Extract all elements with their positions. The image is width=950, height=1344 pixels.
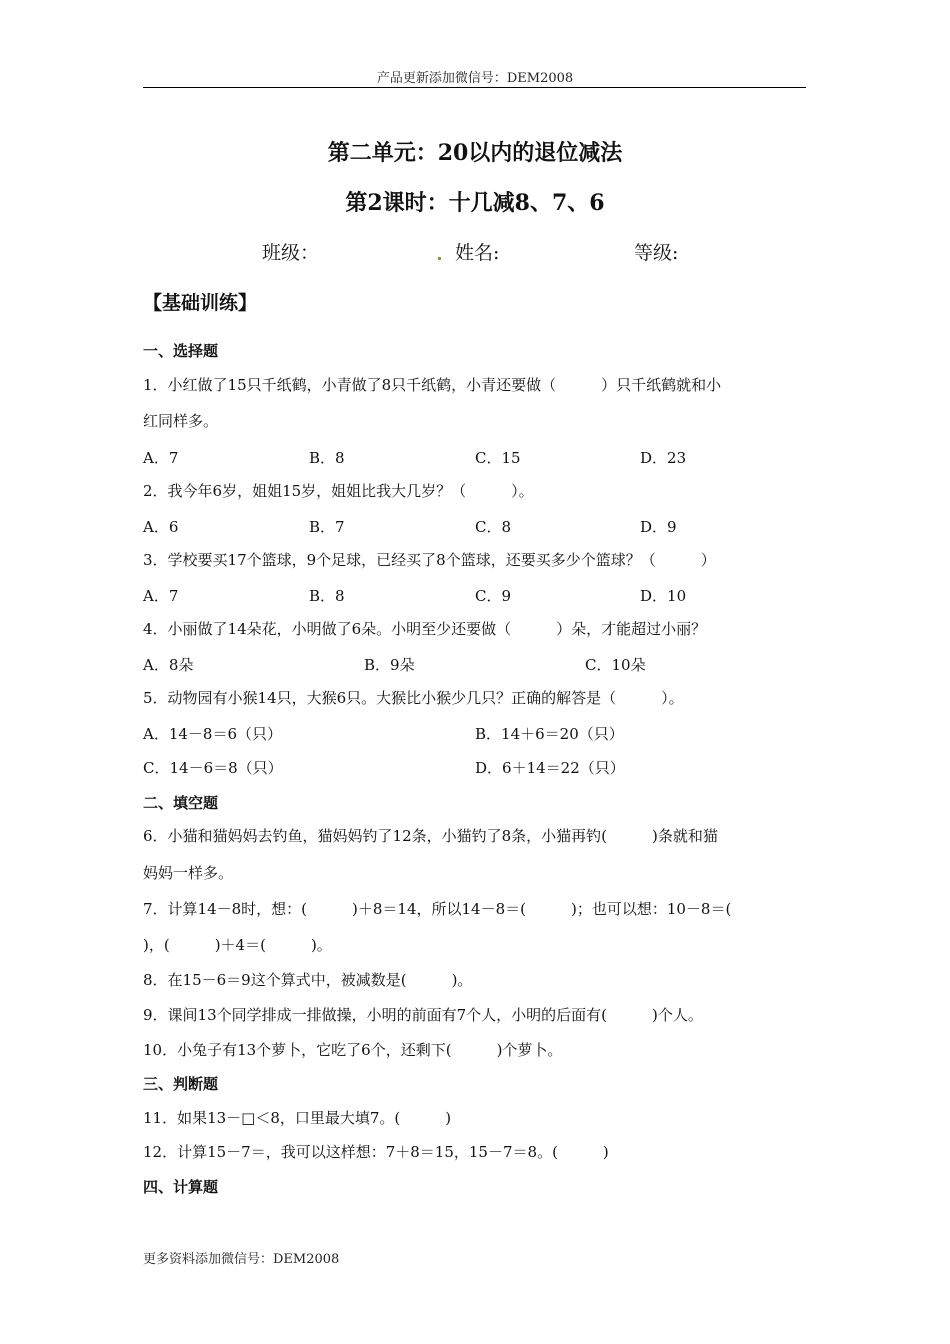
question-7-line-2: )，( )＋4＝( )。 <box>143 936 332 954</box>
q3-option-c: C．9 <box>475 587 512 605</box>
q5-option-c: C．14－6＝8（只） <box>143 759 283 777</box>
question-3: 3．学校要买17个篮球，9个足球，已经买了8个篮球，还要买多少个篮球？（ ） <box>143 551 716 569</box>
question-4: 4．小丽做了14朵花，小明做了6朵。小明至少还要做（ ）朵，才能超过小丽？ <box>143 620 707 638</box>
question-10: 10．小兔子有13个萝卜，它吃了6个，还剩下( )个萝卜。 <box>143 1041 563 1059</box>
section-calculation: 四、计算题 <box>143 1178 219 1196</box>
unit-title: 第二单元：20以内的退位减法 <box>327 140 623 166</box>
question-1-line-1: 1．小红做了15只千纸鹤，小青做了8只千纸鹤，小青还要做（ ）只千纸鹤就和小 <box>143 376 722 394</box>
q2-option-c: C．8 <box>475 518 512 536</box>
question-9: 9．课间13个同学排成一排做操，小明的前面有7个人，小明的后面有( )个人。 <box>143 1006 703 1024</box>
q2-option-a: A．6 <box>143 518 179 536</box>
q1-option-c: C．15 <box>475 449 521 467</box>
q4-option-b: B．9朵 <box>364 656 415 674</box>
decorative-dot <box>438 257 441 260</box>
page-footer: 更多资料添加微信号：DEM2008 <box>143 1252 340 1267</box>
section-judge: 三、判断题 <box>143 1075 219 1093</box>
question-6-line-2: 妈妈一样多。 <box>143 864 234 882</box>
q3-option-a: A．7 <box>143 587 179 605</box>
q1-option-a: A．7 <box>143 449 179 467</box>
class-label: 班级： <box>262 242 320 264</box>
section-choice: 一、选择题 <box>143 342 219 360</box>
q1-option-b: B．8 <box>309 449 345 467</box>
grade-label: 等级: <box>634 242 679 264</box>
header-divider <box>143 87 806 88</box>
question-7-line-1: 7．计算14－8时，想：( )＋8＝14，所以14－8＝( )；也可以想：10－8＝( <box>143 900 732 918</box>
question-8: 8．在15－6＝9这个算式中，被减数是( )。 <box>143 971 473 989</box>
q3-option-d: D．10 <box>640 587 687 605</box>
q4-option-a: A．8朵 <box>143 656 194 674</box>
question-2: 2．我今年6岁，姐姐15岁，姐姐比我大几岁？（ ）。 <box>143 482 534 500</box>
q5-option-d: D．6＋14＝22（只） <box>475 759 625 777</box>
q5-option-a: A．14－8＝6（只） <box>143 725 283 743</box>
q3-option-b: B．8 <box>309 587 345 605</box>
name-label: 姓名: <box>455 242 500 264</box>
section-fill-blank: 二、填空题 <box>143 794 219 812</box>
page-header: 产品更新添加微信号：DEM2008 <box>376 71 574 86</box>
q5-option-b: B．14＋6＝20（只） <box>475 725 624 743</box>
q4-option-c: C．10朵 <box>585 656 646 674</box>
lesson-title: 第2课时：十几减8、7、6 <box>345 190 605 216</box>
q2-option-b: B．7 <box>309 518 345 536</box>
q2-option-d: D．9 <box>640 518 677 536</box>
question-1-line-2: 红同样多。 <box>143 412 219 430</box>
section-basic-training: 【基础训练】 <box>143 292 258 314</box>
question-5: 5．动物园有小猴14只，大猴6只。大猴比小猴少几只？正确的解答是（ ）。 <box>143 689 684 707</box>
question-12: 12．计算15－7＝，我可以这样想：7＋8＝15，15－7＝8。( ) <box>143 1143 609 1161</box>
question-6-line-1: 6．小猫和猫妈妈去钓鱼，猫妈妈钓了12条，小猫钓了8条，小猫再钓( )条就和猫 <box>143 827 718 845</box>
question-11: 11．如果13－□＜8，口里最大填7。( ) <box>143 1109 452 1127</box>
q1-option-d: D．23 <box>640 449 687 467</box>
